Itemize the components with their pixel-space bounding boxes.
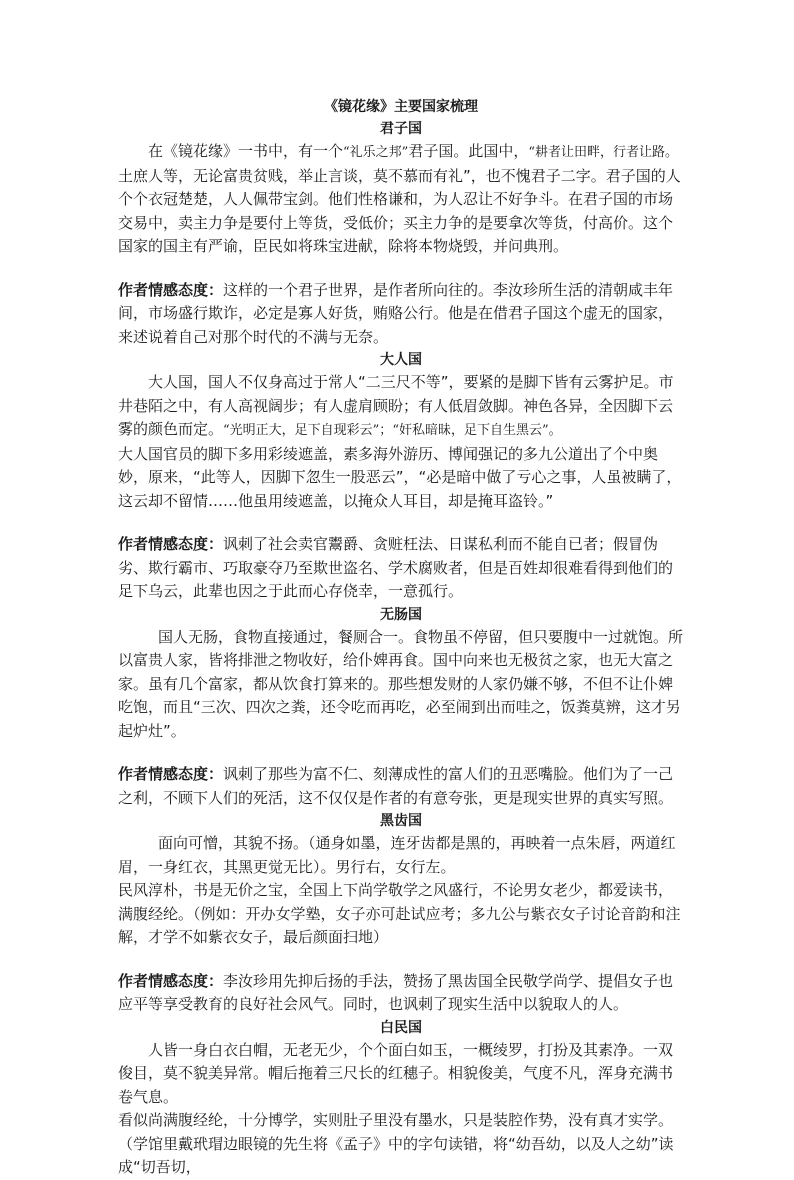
attitude-text: 讽刺了那些为富不仁、刻薄成性的富人们的丑恶嘴脸。他们为了一己之利，不顾下人们的死活，这不仅仅是作者的有意夸张，更是现实世界的真实写照。 [118, 765, 674, 807]
text-run: 大人国，国人不仅身高过于常人“二三尺不等”，要紧的是脚下皆有云雾护足。市井巷陌之中，有人高视阔步；有人虚肩顾盼；有人低眉敛脚。神色各异，全因脚下云雾的颜色而定。 [118, 373, 674, 438]
section-heading-junzi: 君子国 [380, 121, 422, 137]
section-heading-wuchang: 无肠国 [380, 606, 422, 623]
text-run-quote: “耕者让田畔，行者让路。 [528, 145, 678, 160]
section-body-baimin: 人皆一身白衣白帽，无老无少，个个面白如玉，一概绫罗，打扮及其素净。一双俊目，莫不貌美异常。帽后拖着三尺长的红穗子。相貌俊美，气度不凡，浑身充满书卷气息。 [118, 1040, 674, 1106]
text-run-quote: “光明正大，足下自现彩云”； [223, 423, 393, 438]
attitude-label: 作者情感态度： [118, 765, 224, 783]
section-body-heichi: 面向可憎，其貌不扬。（通身如墨，连牙齿都是黑的，再映着一点朱唇，两道红眉，一身红衣，其黑更觉无比）。男行右，女行左。 [118, 834, 676, 876]
attitude-label: 作者情感态度： [118, 971, 224, 990]
section-heading-baimin: 白民国 [380, 1019, 422, 1036]
attitude-label: 作者情感态度： [118, 280, 224, 299]
section-body-heichi-2: 民风淳朴，书是无价之宝，全国上下尚学敬学之风盛行，不论男女老少，都爱读书，满腹经纶。（例如：开办女学塾，女子亦可赴试应考；多九公与紫衣女子讨论音韵和注解，才学不如紫衣女子，最后颜面扫地） [118, 881, 681, 946]
section-body-daren-2: 大人国官员的脚下多用彩绫遮盖，素多海外游历、博闻强记的多九公道出了个中奥妙，原来，“此等人，因脚下忽生一股恶云”，“必是暗中做了亏心之事，人虽被瞒了，这云却不留情……他虽用绫遮盖，以掩众人耳目，却是掩耳盗铃。” [118, 444, 682, 510]
text-run: 在《镜花缘》一书中，有一个 [148, 142, 344, 160]
section-body-junzi [118, 140, 684, 259]
attitude-text: 讽刺了社会卖官鬻爵、贪赃枉法、日谋私利而不能自已者；假冒伪劣、欺行霸市、巧取豪夺乃至欺世盗名、学术腐败者，但是百姓却很难看得到他们的足下乌云，此辈也因之于此而心存侥幸，一意孤行。 [118, 535, 674, 600]
spacer [118, 259, 684, 279]
section-body-daren [118, 371, 684, 443]
spacer [118, 950, 684, 970]
section-body-wuchang: 国人无肠，食物直接通过，餐厕合一。食物虽不停留，但只要腹中一过就饱。所以富贵人家，皆将排泄之物收好，给仆婢再食。国中向来也无极贫之家，也无大富之家。虽有几个富家，都从饮食打算来的。那些想发财的人家仍嫌不够，不但不让仆婢吃饱，而且“三次、四次之粪，还令吃而再吃，必至闹到出而哇之，饭粪莫辨，这才另起炉灶”。 [118, 627, 684, 740]
attitude-text: 这样的一个君子世界，是作者所向往的。李汝珍所生活的清朝咸丰年间，市场盛行欺诈，必定是寡人好货，贿赂公行。他是在借君子国这个虚无的国家，来述说着自己对那个时代的不满与无奈。 [118, 280, 674, 346]
section-body-baimin-2: 看似尚满腹经纶，十分博学，实则肚子里没有墨水，只是装腔作势，没有真才实学。（学馆里戴玳瑁边眼镜的先生将《孟子》中的字句读错，将“幼吾幼，以及人之幼”读成“切吾切， [118, 1111, 674, 1176]
text-run-quote: “奸私暗昧，足下自生黑云”。 [392, 423, 562, 438]
document-page [118, 96, 684, 1180]
author-attitude-heichi [118, 970, 684, 1017]
text-run-quote: “礼乐之邦” [343, 145, 409, 160]
text-run: 土庶人等，无论富贵贫贱，举止言谈，莫不慕而有礼”，也不愧君子二字。君子国的人个个衣冠楚楚，人人佩带宝剑。他们性格谦和，为人忍让不好争斗。在君子国的市场交易中，卖主力争是要付上等货，受低价；买主力争的是要拿次等货，付高价。这个国家的国主有严谕，臣民如将珠宝进献，除将本物烧毁，并问典刑。 [118, 166, 681, 255]
document-title: 《镜花缘》主要国家梳理 [324, 99, 478, 115]
author-attitude-junzi [118, 279, 684, 350]
spacer [118, 513, 684, 533]
section-heading-daren: 大人国 [380, 352, 422, 368]
section-heading-heichi: 黑齿国 [380, 813, 422, 829]
spacer [118, 743, 684, 763]
attitude-label: 作者情感态度： [118, 535, 224, 553]
attitude-text: 李汝珍用先抑后扬的手法，赞扬了黑齿国全民敬学尚学、提倡女子也应平等享受教育的良好社会风气。同时，也讽刺了现实生活中以貌取人的人。 [118, 971, 674, 1013]
text-run: 君子国。此国中， [408, 142, 529, 160]
author-attitude-wuchang [118, 763, 684, 810]
author-attitude-daren [118, 533, 684, 604]
